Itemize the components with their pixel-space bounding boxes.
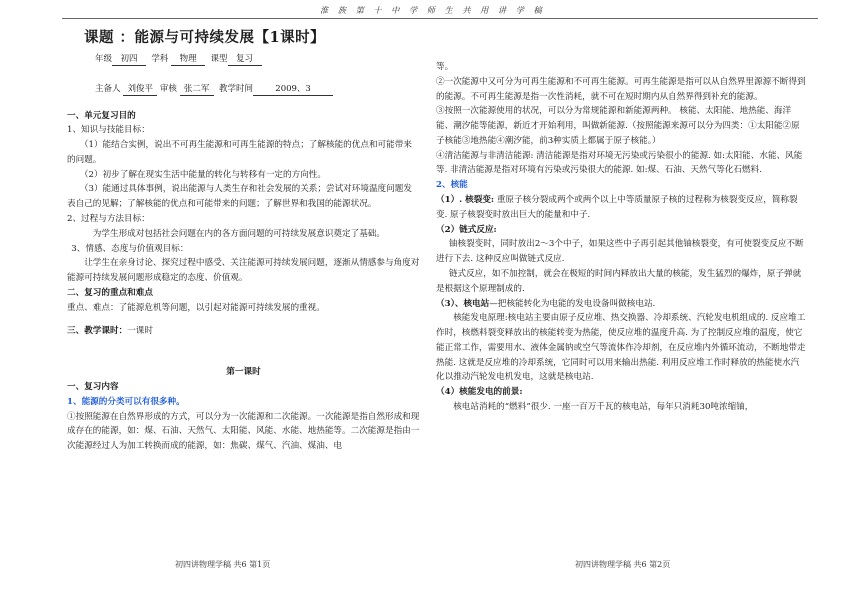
energy-paragraph: ③按照一次能源使用的状况，可以分为常规能源和新能源两种。 核能、太阳能、地热能、海洋能、潮汐能等能源，新近才开始利用，叫做新能源.（按照能源来源可以分为四类：①太阳能②原子核能③地热能④潮汐能，前3种实质上都属于原子核能。） xyxy=(436,106,800,146)
review-content-heading: 一、复习内容 xyxy=(67,382,119,393)
chain-reaction-text: 链式反应，如不加控制，就会在极短的时间内释放出大量的核能，发生猛烈的爆炸，原子弹就是根据这个原理制成的. xyxy=(436,268,802,294)
energy-paragraph: ④清洁能源与非清洁能源: 清洁能源是指对环境无污染或污染很小的能源. 如:太阳能、水能、风能等. 非清洁能源是指对环境有污染或污染很大的能源. 如:煤、石油、天然气等化石燃料. xyxy=(436,150,803,176)
subject-value: 物理 xyxy=(171,54,205,66)
right-column xyxy=(436,60,806,415)
author-label: 主备人 xyxy=(95,83,121,94)
objective-paragraph: （2）初步了解在现实生活中能量的转化与转移有一定的方向性。 xyxy=(79,169,326,180)
chain-reaction-heading: （2）链式反应: xyxy=(436,224,497,235)
power-plant-label: （3）、核电站 xyxy=(436,298,490,309)
section-objectives: 一、单元复习目的 xyxy=(67,110,136,121)
grade-value: 初四 xyxy=(112,54,146,66)
prospects-heading: （4）核能发电的前景: xyxy=(436,387,523,398)
author-value: 刘俊平 xyxy=(123,84,157,96)
section-periods-value: 一课时 xyxy=(127,326,153,337)
header-rule xyxy=(62,18,818,19)
prospects-text: 核电站消耗的“燃料”很少. 一座一百万千瓦的核电站，每年只消耗30吨浓缩铀， xyxy=(453,401,754,412)
time-label: 教学时间 xyxy=(219,83,254,94)
page-header: 淮 族 第 十 中 学 师 生 共 用 讲 学 稿 xyxy=(320,5,546,15)
time-value: 2009、3 xyxy=(253,84,333,96)
power-plant-text: —把核能转化为电能的发电设备叫做核电站. xyxy=(489,298,656,309)
objective-paragraph: （3）能通过具体事例，说出能源与人类生存和社会发展的关系；尝试对环境温度问题发表自己的见解；了解核能的优点和可能带来的问题；了解世界和我国的能源状况。 xyxy=(67,184,412,210)
continuation-text: 等。 xyxy=(436,62,454,72)
lesson-heading: 第一课时 xyxy=(226,367,261,378)
meta-block xyxy=(67,52,420,96)
grade-label: 年级 xyxy=(95,54,113,65)
objective-process: 2、过程与方法目标： xyxy=(67,213,150,224)
lesson-title: 课题 ：能源与可持续发展【1课时】 xyxy=(84,29,326,46)
footer-page-1: 初四讲物理学稿 共6 第1页 xyxy=(175,560,271,569)
footer-page-2: 初四讲物理学稿 共6 第2页 xyxy=(575,560,671,569)
type-value: 复习 xyxy=(228,54,262,66)
objective-paragraph: （1）能结合实例，说出不可再生能源和可再生能源的特点；了解核能的优点和可能带来的问题。 xyxy=(67,140,412,165)
energy-classification-heading: 1、能源的分类可以有很多种。 xyxy=(67,396,185,407)
energy-paragraph: ②一次能源中又可分为可再生能源和不可再生能源。可再生能源是指可以从自然界里源源不断得到的能源。不可再生能源是指一次性消耗，就不可在短时期内从自然界得到补充的能源。 xyxy=(436,76,806,102)
objective-knowledge: 1、知识与技能目标： xyxy=(67,125,150,136)
subject-label: 学科 xyxy=(151,54,169,65)
nuclear-energy-heading: 2、核能 xyxy=(436,180,468,191)
section-periods-label: 三、教学课时： xyxy=(67,326,128,337)
section-key-points: 二、复习的重点和难点 xyxy=(67,287,153,298)
objective-attitude: 3、情感、态度与价值观目标： xyxy=(71,243,189,254)
objective-paragraph: 为学生形成对包括社会问题在内的各方面问题的可持续发展意识奠定了基础。 xyxy=(92,228,385,239)
objective-paragraph: 让学生在亲身讨论、探究过程中感受、关注能源可持续发展问题，逐渐从情感参与角度对能源可持续发展问题形成稳定的态度、价值观。 xyxy=(67,258,420,284)
reviewer-label: 审核 xyxy=(159,83,177,94)
fission-label: （1）. 核裂变: xyxy=(436,195,495,206)
type-label: 课型 xyxy=(210,54,228,65)
left-column xyxy=(67,24,420,454)
key-points-text: 重点、难点：了能源危机等问题，以引起对能源可持续发展的重视。 xyxy=(67,302,325,313)
reviewer-value: 张二军 xyxy=(180,84,214,96)
fission-text: 重原子核分裂成两个或两个以上中等质量原子核的过程称为核裂变反应，简称裂变. 原子核裂变时放出巨大的能量和中子. xyxy=(436,195,798,220)
power-plant-principle: 核能发电原理:核电站主要由原子反应堆、热交换器、冷却系统、汽轮发电机组成的. 反应堆工作时，核燃料裂变释放出的核能转变为热能，使反应堆的温度升高. 为了控制反应堆的温度，使它能正常工作，需要用水、液体金属钠或空气等流体作冷却剂，在反应堆内外循环流动，不断地带走热能. 这就是反应堆的冷却系统，它同时可以用来输出热能. 利用反应堆工作时释放的热能使水汽化以推动汽轮发电机发电，这就是核电站. xyxy=(436,313,806,383)
chain-reaction-text: 铀核裂变时，同时放出2～3个中子，如果这些中子再引起其他铀核裂变，有可使裂变反应不断进行下去. 这种反应叫做链式反应. xyxy=(436,239,804,265)
energy-classification-text: ①按照能源在自然界形成的方式，可以分为一次能源和二次能源。一次能源是指自然形成和现成存在的能源，如：煤、石油、天然气、太阳能、风能、水能、地热能等。二次能源是指由一次能源经过人为加工转换而成的能源，如：焦碳、煤气、汽油、煤油、电 xyxy=(67,411,420,452)
